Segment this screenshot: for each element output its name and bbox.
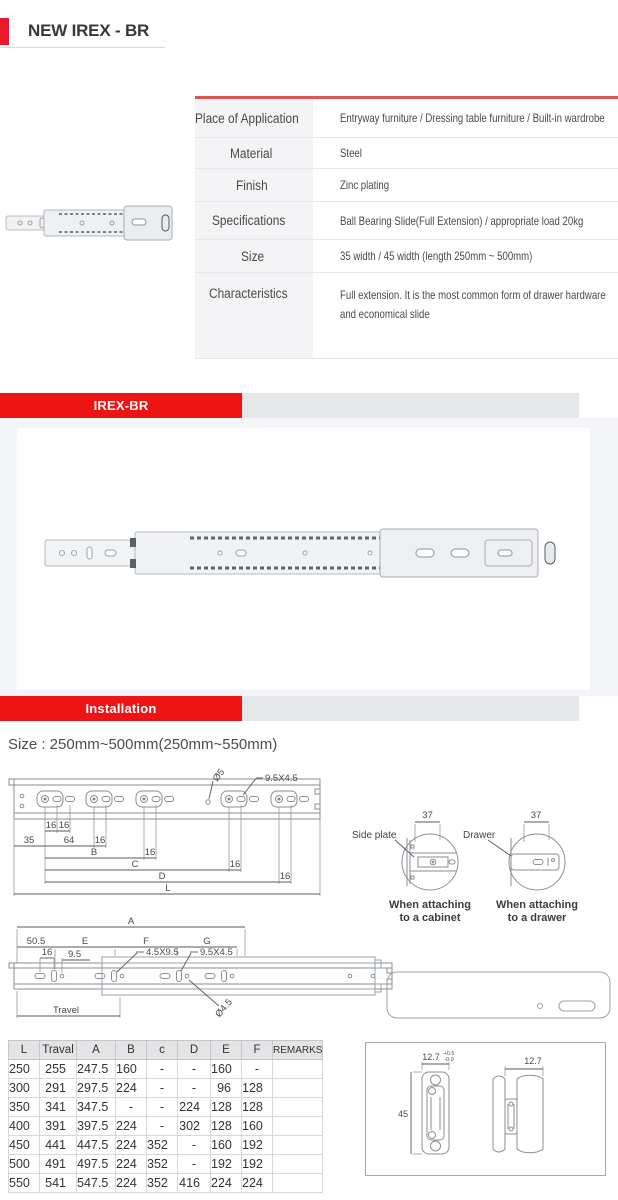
table-cell: 224 bbox=[116, 1174, 147, 1193]
table-cell: 224 bbox=[116, 1079, 147, 1098]
header-underline bbox=[0, 47, 165, 48]
rail-outline bbox=[9, 779, 320, 819]
dim-label: 16 bbox=[45, 820, 57, 831]
product-thumbnail bbox=[4, 198, 176, 250]
table-cell: 291 bbox=[40, 1079, 77, 1098]
table-cell: 500 bbox=[9, 1155, 40, 1174]
table-cell bbox=[273, 1098, 323, 1117]
column-header: E bbox=[211, 1041, 242, 1060]
cross-section-box bbox=[365, 1042, 606, 1176]
dim-label: A bbox=[127, 916, 135, 927]
table-cell: - bbox=[178, 1155, 211, 1174]
table-cell: 391 bbox=[40, 1117, 77, 1136]
drawer-detail bbox=[463, 810, 578, 924]
table-cell: 350 bbox=[9, 1098, 40, 1117]
dim-label: 16 bbox=[279, 871, 291, 882]
product-banner: IREX-BR bbox=[0, 393, 242, 418]
table-cell: 300 bbox=[9, 1079, 40, 1098]
dim-label: C bbox=[131, 859, 139, 870]
dim-label: D bbox=[158, 871, 166, 882]
product-photo bbox=[40, 518, 570, 593]
caption: to a drawer bbox=[507, 912, 567, 924]
dim-label: 16 bbox=[94, 835, 106, 846]
size-table-body bbox=[9, 1060, 323, 1193]
table-cell: 397.5 bbox=[77, 1117, 116, 1136]
column-header: c bbox=[147, 1041, 178, 1060]
table-cell: - bbox=[178, 1060, 211, 1079]
spec-value: Steel bbox=[340, 146, 362, 160]
spec-row bbox=[195, 202, 618, 240]
dim-label: 37 bbox=[422, 810, 433, 821]
table-cell: 497.5 bbox=[77, 1155, 116, 1174]
dim-label: L bbox=[165, 883, 171, 894]
dim-label: 16 bbox=[229, 859, 241, 870]
table-cell: 160 bbox=[211, 1136, 242, 1155]
dim-label: F bbox=[143, 936, 149, 947]
table-cell bbox=[273, 1155, 323, 1174]
size-note: Size : 250mm~500mm(250mm~550mm) bbox=[8, 736, 278, 753]
table-cell: - bbox=[178, 1136, 211, 1155]
table-cell: - bbox=[147, 1098, 178, 1117]
slot-group bbox=[271, 791, 309, 807]
size-table bbox=[8, 1040, 323, 1193]
round-hole bbox=[206, 800, 210, 804]
table-cell: - bbox=[242, 1060, 273, 1079]
column-header: A bbox=[77, 1041, 116, 1060]
page-title: NEW IREX - BR bbox=[28, 21, 150, 40]
table-cell: 347.5 bbox=[77, 1098, 116, 1117]
spec-label: Specifications bbox=[195, 202, 313, 240]
spec-value: Zinc plating bbox=[340, 178, 390, 192]
column-header: Traval bbox=[40, 1041, 77, 1060]
table-cell: 547.5 bbox=[77, 1174, 116, 1193]
dim-label: 16 bbox=[144, 847, 156, 858]
dim-label: B bbox=[90, 847, 98, 858]
table-cell: - bbox=[147, 1060, 178, 1079]
table-row bbox=[9, 1174, 323, 1193]
part-label: Drawer bbox=[463, 830, 496, 841]
caption: When attaching bbox=[496, 899, 578, 911]
table-cell bbox=[273, 1174, 323, 1193]
header-accent-bar bbox=[0, 18, 9, 45]
table-cell: 416 bbox=[178, 1174, 211, 1193]
part-label: Side plate bbox=[352, 830, 397, 841]
table-cell: 447.5 bbox=[77, 1136, 116, 1155]
table-cell: 250 bbox=[9, 1060, 40, 1079]
table-cell: - bbox=[147, 1079, 178, 1098]
table-cell: 128 bbox=[242, 1079, 273, 1098]
tolerance-label: -0.0 bbox=[444, 1057, 454, 1063]
dim-label: Ø4.5 bbox=[213, 996, 235, 1020]
dim-label: 16 bbox=[41, 947, 53, 958]
dim-label: 45 bbox=[397, 1109, 409, 1119]
table-row bbox=[9, 1079, 323, 1098]
table-row bbox=[9, 1117, 323, 1136]
table-row bbox=[9, 1060, 323, 1079]
dim-label: E bbox=[81, 936, 89, 947]
table-cell: 352 bbox=[147, 1136, 178, 1155]
dim-label: 9.5X4.5 bbox=[265, 773, 298, 784]
dim-label: 35 bbox=[23, 835, 35, 846]
dim-label: 9.5 bbox=[68, 949, 82, 960]
spec-label: Finish bbox=[195, 169, 313, 202]
dim-label: 4.5X9.5 bbox=[146, 947, 179, 958]
spec-table bbox=[195, 96, 618, 359]
column-header: D bbox=[178, 1041, 211, 1060]
drawing-hole-pattern bbox=[2, 765, 334, 905]
dim-label: 64 bbox=[63, 835, 75, 846]
product-banner-extension bbox=[242, 393, 579, 418]
dim-label: 37 bbox=[530, 810, 542, 821]
table-cell: 128 bbox=[211, 1117, 242, 1136]
slot-group bbox=[86, 791, 124, 807]
table-cell: 160 bbox=[242, 1117, 273, 1136]
table-cell: 352 bbox=[147, 1174, 178, 1193]
spec-value: Ball Bearing Slide(Full Extension) / appropriate load 20kg bbox=[340, 213, 584, 228]
callouts bbox=[209, 767, 298, 799]
table-cell: - bbox=[116, 1098, 147, 1117]
column-header: B bbox=[116, 1041, 147, 1060]
installation-banner-extension bbox=[242, 696, 579, 721]
table-cell: 352 bbox=[147, 1155, 178, 1174]
spec-label: Characteristics bbox=[195, 273, 313, 359]
table-cell: 400 bbox=[9, 1117, 40, 1136]
dim-label: G bbox=[203, 936, 211, 947]
spec-label: Place of Application bbox=[195, 98, 313, 138]
spec-row bbox=[195, 240, 618, 273]
spec-label: Material bbox=[195, 138, 313, 169]
table-cell bbox=[273, 1117, 323, 1136]
table-cell: 302 bbox=[178, 1117, 211, 1136]
spec-value: 35 width / 45 width (length 250mm ~ 500mm) bbox=[340, 249, 533, 263]
table-cell: 224 bbox=[116, 1117, 147, 1136]
dim-label: 12.7 bbox=[524, 1056, 542, 1066]
inner-rail bbox=[9, 963, 392, 989]
dim-label: 16 bbox=[58, 820, 70, 831]
table-cell: 450 bbox=[9, 1136, 40, 1155]
dim-label: 50.5 bbox=[26, 936, 46, 947]
table-cell: 491 bbox=[40, 1155, 77, 1174]
table-cell: 128 bbox=[242, 1098, 273, 1117]
dim-label: Ø5 bbox=[210, 767, 228, 784]
table-row bbox=[9, 1155, 323, 1174]
table-cell: 96 bbox=[211, 1079, 242, 1098]
dim-label: 9.5X4.5 bbox=[200, 947, 233, 958]
tolerance-label: +0.5 bbox=[443, 1051, 455, 1057]
table-cell bbox=[273, 1060, 323, 1079]
table-cell: 341 bbox=[40, 1098, 77, 1117]
table-cell bbox=[273, 1136, 323, 1155]
dim-label: Travel bbox=[52, 1005, 80, 1016]
spec-table-container bbox=[195, 96, 618, 359]
table-cell: 441 bbox=[40, 1136, 77, 1155]
caption: When attaching bbox=[389, 899, 471, 911]
table-cell: 297.5 bbox=[77, 1079, 116, 1098]
table-cell: 224 bbox=[116, 1136, 147, 1155]
table-cell: 192 bbox=[211, 1155, 242, 1174]
table-cell: 550 bbox=[9, 1174, 40, 1193]
slot-group bbox=[221, 791, 259, 807]
table-cell: 255 bbox=[40, 1060, 77, 1079]
table-cell: 224 bbox=[242, 1174, 273, 1193]
caption: to a cabinet bbox=[399, 912, 461, 924]
table-cell: 541 bbox=[40, 1174, 77, 1193]
table-cell: 224 bbox=[211, 1174, 242, 1193]
table-cell: - bbox=[147, 1117, 178, 1136]
spec-row bbox=[195, 138, 618, 169]
spec-value: Full extension. It is the most common form of drawer hardware and economical slide bbox=[340, 288, 606, 321]
spec-value: Entryway furniture / Dressing table furniture / Built-in wardrobe bbox=[340, 111, 605, 125]
table-cell: 224 bbox=[116, 1155, 147, 1174]
slot-group bbox=[136, 791, 174, 807]
installation-banner: Installation bbox=[0, 696, 242, 721]
table-cell: 192 bbox=[242, 1155, 273, 1174]
slot-group bbox=[37, 791, 75, 807]
size-table-container bbox=[8, 1040, 322, 1193]
column-header: F bbox=[242, 1041, 273, 1060]
outer-rail bbox=[102, 957, 610, 1018]
spec-row bbox=[195, 98, 618, 138]
table-row bbox=[9, 1136, 323, 1155]
spec-row bbox=[195, 273, 618, 359]
table-row bbox=[9, 1098, 323, 1117]
drawing-slide-side bbox=[2, 910, 616, 1040]
column-header: L bbox=[9, 1041, 40, 1060]
table-cell: 247.5 bbox=[77, 1060, 116, 1079]
table-cell: 160 bbox=[116, 1060, 147, 1079]
spec-label: Size bbox=[195, 240, 313, 273]
size-table-header-row bbox=[9, 1041, 323, 1060]
table-cell: 128 bbox=[211, 1098, 242, 1117]
table-cell: 160 bbox=[211, 1060, 242, 1079]
dim-label: 12.7 bbox=[422, 1052, 440, 1062]
table-cell: 192 bbox=[242, 1136, 273, 1155]
table-cell: 224 bbox=[178, 1098, 211, 1117]
column-header: REMARKS bbox=[273, 1041, 323, 1060]
dimension-lines bbox=[17, 927, 245, 1016]
spec-row bbox=[195, 169, 618, 202]
table-cell: - bbox=[178, 1079, 211, 1098]
table-cell bbox=[273, 1079, 323, 1098]
cabinet-detail bbox=[352, 810, 471, 924]
